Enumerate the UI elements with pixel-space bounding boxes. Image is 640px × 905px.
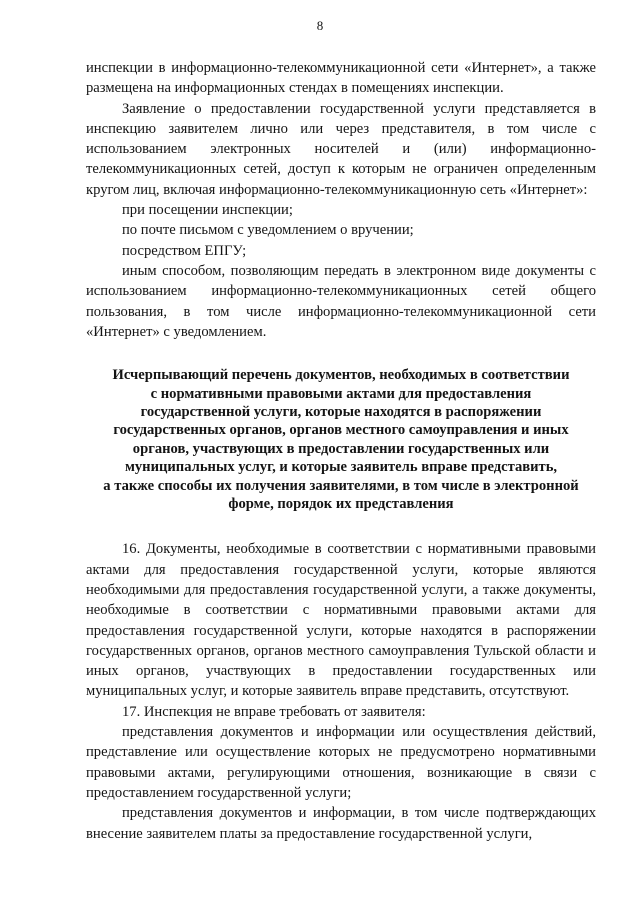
heading-line: государственных органов, органов местного самоуправления и иных: [113, 422, 569, 439]
list-item: при посещении инспекции;: [122, 202, 293, 219]
section-heading: [86, 366, 596, 513]
list-item: представления документов и информации, в том числе подтверждающих внесение заявителем платы за предоставление государственной услуги,: [86, 805, 596, 842]
paragraph: инспекции в информационно-телекоммуникационной сети «Интернет», а также размещена на информационных стендах в помещениях инспекции.: [86, 60, 596, 97]
paragraph-16: 16. Документы, необходимые в соответствии с нормативными правовыми актами для предоставления государственной услуги, которые являются необходимыми для предоставления государственной услуги, а также документы, необходимые в соответствии с нормативными правовыми актами для предоставления государственной услуги, которые находятся в распоряжении государственных органов, органов местного самоуправления Тульской области и иных органов, участвующих в предоставлении государственных или муниципальных услуг, и которые заявитель вправе представить, отсутствуют.: [86, 541, 596, 700]
heading-line: Исчерпывающий перечень документов, необходимых в соответствии: [112, 367, 570, 384]
heading-line: форме, порядок их представления: [228, 496, 454, 512]
list-item: по почте письмом с уведомлением о вручении;: [122, 222, 414, 239]
page-number: 8: [316, 18, 324, 33]
paragraph-17: 17. Инспекция не вправе требовать от заявителя:: [122, 703, 426, 720]
heading-line: органов, участвующих в предоставлении государственных или: [132, 440, 550, 457]
heading-line: с нормативными правовыми актами для предоставления: [150, 385, 532, 402]
document-body: [86, 58, 596, 844]
heading-line: а также способы их получения заявителями, в том числе в электронной: [103, 477, 579, 494]
heading-line: государственной услуги, которые находятся в распоряжении: [140, 403, 542, 420]
paragraph: Заявление о предоставлении государственной услуги представляется в инспекцию заявителем лично или через представителя, в том числе с использованием электронных носителей и (или) информационно-телекоммуникационных сетей, доступ к которым не ограничен определенным кругом лиц, включая информационно-телекоммуникационную сеть «Интернет»:: [86, 100, 596, 198]
heading-line: муниципальных услуг, и которые заявитель вправе представить,: [124, 459, 558, 476]
paragraph: иным способом, позволяющим передать в электронном виде документы с использованием информационно-телекоммуникационных сетей общего пользования, в том числе информационно-телекоммуникационной сети «Интернет» с уведомлением.: [86, 262, 596, 340]
list-item: посредством ЕПГУ;: [122, 242, 247, 259]
list-item: представления документов и информации или осуществления действий, представление или осуществление которых не предусмотрено нормативными правовыми актами, регулирующими отношения, возникающие в связи с предоставлением государственной услуги;: [86, 724, 596, 801]
